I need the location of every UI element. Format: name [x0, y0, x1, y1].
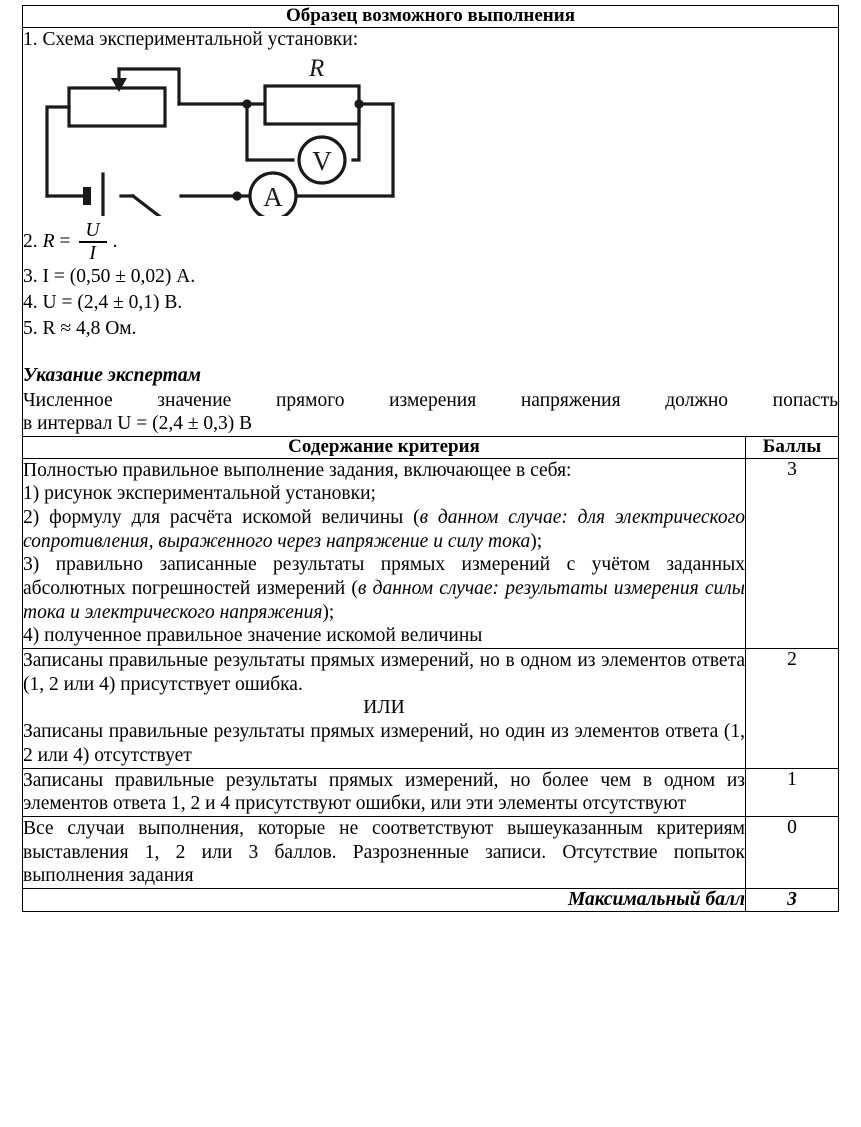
criteria-2-or: ИЛИ [363, 697, 405, 719]
criteria-score-1: 1 [746, 768, 839, 816]
criteria-3-p4: 4) полученное правильное значение искомой величины [23, 625, 483, 647]
criteria-3-p2-lead: 2) формулу для расчёта искомой величины ( [23, 506, 420, 528]
max-score-value: 3 [746, 888, 839, 911]
circuit-diagram [41, 56, 401, 216]
criteria-3-p0: Полностью правильное выполнение задания, включающее в себя: [23, 459, 572, 481]
criteria-3-p2 [23, 506, 745, 553]
fraction-denominator: I [89, 242, 96, 264]
step3-line [23, 265, 838, 290]
sample-answer-cell [23, 27, 839, 436]
criteria-3-p3 [23, 553, 745, 624]
criteria-content-3 [23, 458, 746, 649]
criteria-3-p1: 1) рисунок экспериментальной установки; [23, 483, 376, 505]
criteria-header-row [23, 436, 839, 458]
criteria-row [23, 768, 839, 816]
step2-fraction [79, 221, 107, 264]
criteria-content-2 [23, 649, 746, 768]
criteria-3-p3-lead: 3) правильно записанные результаты прямых измерений с учётом заданных абсолютных погрешностей измерений ( [23, 554, 745, 600]
criteria-content-0 [23, 816, 746, 888]
max-score-label: Максимальный балл [23, 888, 746, 911]
criteria-score-0: 0 [746, 816, 839, 888]
step5-line [23, 317, 838, 342]
step4-text: 4. U = (2,4 ± 0,1) В. [23, 292, 183, 314]
title-row [23, 6, 839, 28]
criteria-content-header: Содержание критерия [23, 436, 746, 458]
step2-period: . [112, 231, 118, 253]
fraction-numerator: U [85, 219, 100, 241]
resistor-label: R [309, 55, 325, 82]
criteria-2-p0: Записаны правильные результаты прямых измерений, но в одном из элементов ответа (1, 2 или 4) присутствует ошибка. [23, 650, 745, 695]
step2-number: 2. [23, 231, 38, 253]
step2-formula [23, 219, 838, 265]
document-title: Образец возможного выполнения [23, 6, 839, 28]
criteria-3-p2-tail: ); [530, 530, 543, 552]
criteria-1-p0: Записаны правильные результаты прямых измерений, но более чем в одном из элементов ответа 1, 2 и 4 присутствуют ошибки, или эти элементы отсутствуют [23, 769, 745, 815]
expert-note-line1: Численное значение прямого измерения напряжения должно попасть [23, 389, 838, 411]
criteria-score-header: Баллы [746, 436, 839, 458]
criteria-score-2: 2 [746, 649, 839, 768]
criteria-row [23, 458, 839, 649]
step3-text: 3. I = (0,50 ± 0,02) А. [23, 266, 196, 288]
expert-note-line2: в интервал U = (2,4 ± 0,3) В [23, 413, 253, 435]
criteria-row [23, 816, 839, 888]
ammeter-label: A [263, 181, 283, 212]
criteria-3-p3-italic: в данном случае: результаты измерения силы тока и электрического напряжения [23, 578, 745, 623]
expert-note-heading: Указание экспертам [23, 365, 201, 387]
criteria-content-1 [23, 768, 746, 816]
criteria-3-p3-tail: ); [322, 601, 335, 623]
voltmeter-label: V [312, 145, 332, 176]
max-score-row [23, 888, 839, 911]
step2-lhs: R [42, 231, 55, 253]
step1-label: 1. Схема экспериментальной установки: [23, 28, 359, 50]
step5-text: 5. R ≈ 4,8 Ом. [23, 318, 137, 340]
criteria-row [23, 649, 839, 768]
criteria-score-3: 3 [746, 458, 839, 649]
formula-block [23, 219, 838, 342]
step2-equals: = [59, 231, 71, 253]
criteria-3-p2-italic: в данном случае: для электрического сопротивления, выраженного через напряжение и силу тока [23, 506, 745, 552]
sample-answer-row [23, 27, 839, 436]
expert-note-body [23, 389, 838, 436]
answer-key-table [22, 5, 839, 912]
criteria-0-p0: Все случаи выполнения, которые не соответствуют вышеуказанным критериям выставления 1, 2 или 3 баллов. Разрозненные записи. Отсутствие попыток выполнения задания [23, 817, 745, 887]
step4-line [23, 291, 838, 316]
criteria-2-p2: Записаны правильные результаты прямых измерений, но один из элементов ответа (1, 2 или 4) отсутствует [23, 721, 745, 766]
